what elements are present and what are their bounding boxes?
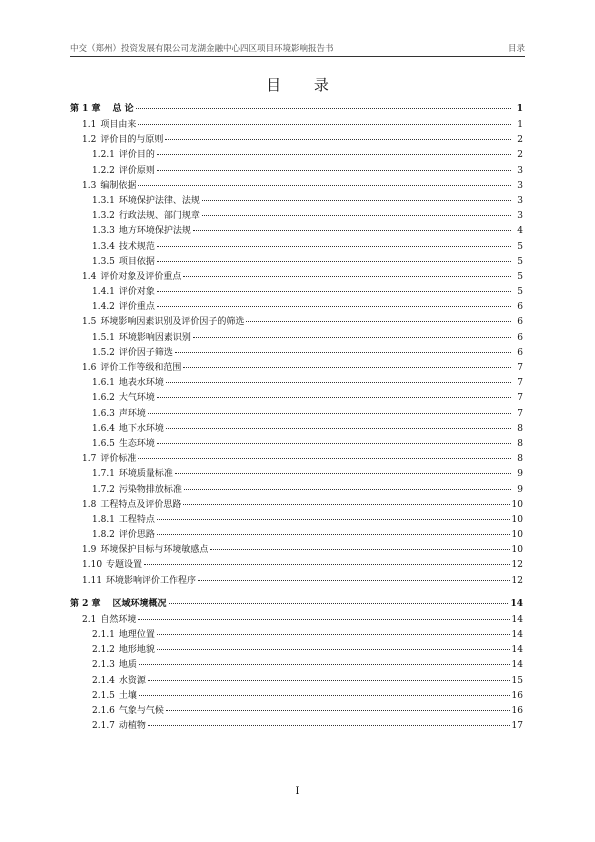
toc-entry-title: 自然环境 (100, 614, 137, 625)
dot-leader (148, 717, 510, 726)
toc-entry-page: 9 (517, 469, 523, 480)
header-divider (70, 56, 525, 57)
toc-entry-number: 2.1 (82, 614, 97, 625)
toc-entry-page: 3 (517, 211, 523, 222)
toc-entry-title: 地表水环境 (118, 378, 164, 389)
toc-entry-page: 14 (511, 614, 523, 625)
dot-leader (193, 222, 511, 231)
toc-entry-title: 技术规范 (118, 241, 155, 252)
dot-leader (148, 672, 510, 681)
toc-entry-number: 1.4.1 (92, 287, 115, 298)
toc-entry-page: 10 (511, 499, 523, 510)
toc-entry-title: 动植物 (118, 721, 146, 732)
toc-entry-title: 环境影响因素识别及评价因子的筛选 (100, 317, 245, 328)
dot-leader (138, 116, 511, 125)
toc-entry-title: 环境影响因素识别 (118, 332, 191, 343)
toc-entry-number: 1.6 (82, 363, 97, 373)
toc-entry-number: 1.5.2 (92, 347, 115, 358)
dot-leader (210, 541, 509, 550)
dot-leader (183, 268, 511, 277)
toc-entry-number: 1.4 (82, 271, 97, 282)
toc-entry-page: 17 (511, 721, 523, 732)
toc-entry-page: 6 (517, 302, 523, 313)
toc-entry-number: 1.6.4 (92, 423, 115, 434)
dot-leader (183, 496, 509, 505)
toc-entry-number: 1.9 (82, 545, 97, 556)
toc-entry-page: 5 (517, 271, 523, 282)
toc-entry-title: 编制依据 (100, 180, 137, 191)
dot-leader (157, 511, 510, 520)
toc-entry-title: 污染物排放标准 (118, 484, 182, 495)
toc-entry-number: 1.7 (82, 454, 97, 465)
toc-entry-page: 5 (517, 256, 523, 267)
toc-entry-number: 1.6.5 (92, 438, 115, 449)
toc-entry-title: 地形地貌 (118, 645, 155, 656)
toc-entry-number: 1.6.1 (92, 378, 115, 389)
toc-entry-number: 1.3.2 (92, 211, 115, 222)
toc-title-char: 录 (313, 76, 329, 94)
toc-entry-page: 12 (511, 575, 523, 586)
toc-entry-number: 1.6.3 (92, 408, 115, 419)
toc-entry-number: 1.11 (82, 575, 103, 586)
toc-entry-title: 评价工作等级和范围 (100, 363, 182, 373)
toc-entry-number: 1.7.1 (92, 469, 115, 480)
toc-entry-number: 2.1.1 (92, 630, 115, 640)
toc-entry-page: 1 (517, 120, 523, 130)
toc-entry-number: 2.1.4 (92, 675, 115, 686)
toc-entry-page: 7 (517, 363, 523, 373)
toc-entry-number: 1.8.1 (92, 514, 115, 525)
dot-leader (166, 420, 511, 429)
toc-entry-title: 土壤 (118, 690, 137, 701)
page-number: I (295, 786, 300, 797)
toc-entry-number: 2.1.6 (92, 705, 115, 716)
toc-entry-page: 6 (517, 332, 523, 343)
toc-entry-page: 7 (517, 408, 523, 419)
dot-leader (157, 641, 510, 650)
toc-entry-title: 地方环境保护法规 (118, 226, 191, 237)
toc-entry[interactable] (70, 574, 523, 589)
toc-entry-number: 1.2.1 (92, 150, 115, 161)
toc-entry-number: 1.8.2 (92, 530, 115, 541)
toc-entry-title: 评价因子筛选 (118, 347, 173, 358)
toc-entry-page: 15 (511, 675, 523, 686)
dot-leader (157, 238, 511, 247)
toc-entry-title: 环境影响评价工作程序 (106, 575, 197, 586)
toc-entry-title: 地理位置 (118, 630, 155, 640)
dot-leader (157, 146, 511, 155)
dot-leader (157, 626, 510, 635)
toc-entry-number: 第 2 章 (70, 598, 101, 609)
dot-leader (144, 556, 509, 565)
toc-entry-page: 1 (516, 104, 523, 114)
toc-entry-title: 声环境 (118, 408, 146, 419)
toc-entry-page: 7 (517, 378, 523, 389)
dot-leader (157, 526, 510, 535)
toc-entry-page: 12 (511, 560, 523, 571)
dot-leader (193, 329, 511, 338)
toc-entry-number: 1.2.2 (92, 165, 115, 176)
toc-entry-number: 1.2 (82, 135, 97, 146)
toc-entry-page: 3 (517, 180, 523, 191)
toc-title-char: 目 (266, 76, 282, 94)
toc-entry-title: 环境保护法律、法规 (118, 195, 200, 206)
dot-leader (148, 405, 511, 414)
toc-entry-page: 16 (511, 705, 523, 716)
toc-entry-number: 1.3 (82, 180, 97, 191)
toc-entry-page: 2 (517, 135, 523, 146)
dot-leader (166, 702, 510, 711)
toc-entry-title: 区域环境概况 (112, 598, 167, 609)
toc-entry-number: 1.4.2 (92, 302, 115, 313)
dot-leader (157, 389, 511, 398)
toc-entry-title: 评价目的 (118, 150, 155, 161)
toc-entry-number: 1.8 (82, 499, 97, 510)
toc-entry-title: 评价目的与原则 (100, 135, 164, 146)
toc-entry-title: 评价重点 (118, 302, 155, 313)
toc-entry-page: 8 (517, 438, 523, 449)
dot-leader (198, 572, 509, 581)
dot-leader (139, 656, 510, 665)
toc-entry-title: 项目由来 (100, 120, 137, 130)
toc-entry-number: 2.1.5 (92, 690, 115, 701)
dot-leader (169, 595, 509, 604)
toc-entry-page: 2 (517, 150, 523, 161)
toc-entry-title: 环境保护目标与环境敏感点 (100, 545, 209, 556)
dot-leader (202, 207, 511, 216)
dot-leader (157, 162, 511, 171)
toc-entry-number: 1.3.4 (92, 241, 115, 252)
dot-leader (136, 100, 511, 109)
table-of-contents (70, 100, 523, 734)
toc-entry-page: 8 (517, 423, 523, 434)
dot-leader (165, 131, 511, 140)
dot-leader (166, 374, 511, 383)
dot-leader (157, 435, 511, 444)
toc-entry-title: 评价思路 (118, 530, 155, 541)
toc-entry-number: 1.6.2 (92, 393, 115, 404)
toc-entry-number: 2.1.2 (92, 645, 115, 656)
running-header (70, 42, 525, 54)
dot-leader (157, 298, 511, 307)
toc-entry-title: 评价对象 (118, 287, 155, 298)
toc-entry-page: 14 (511, 630, 523, 640)
header-section-label: 目录 (507, 44, 525, 54)
toc-entry-title: 总 论 (112, 104, 134, 114)
toc-entry-number: 1.1 (82, 120, 97, 130)
dot-leader (246, 313, 511, 322)
toc-entry-number: 1.5 (82, 317, 97, 328)
dot-leader (138, 611, 509, 620)
toc-entry-number: 1.10 (82, 560, 103, 571)
toc-entry-title: 工程特点 (118, 514, 155, 525)
toc-entry-number: 1.5.1 (92, 332, 115, 343)
toc-entry-page: 4 (517, 226, 523, 237)
header-document-title: 中交（郑州）投资发展有限公司龙湖金融中心四区项目环境影响报告书 (70, 44, 334, 54)
toc-entry-page: 14 (510, 598, 523, 609)
toc-entry-page: 6 (517, 347, 523, 358)
toc-entry-number: 1.3.1 (92, 195, 115, 206)
toc-entry-page: 14 (511, 660, 523, 671)
dot-leader (202, 192, 511, 201)
toc-entry-number: 2.1.7 (92, 721, 115, 732)
toc-entry-number: 1.3.5 (92, 256, 115, 267)
toc-entry-title: 环境质量标准 (118, 469, 173, 480)
dot-leader (175, 465, 511, 474)
toc-entry-page: 5 (517, 287, 523, 298)
toc-entry-page: 10 (511, 514, 523, 525)
dot-leader (175, 344, 511, 353)
toc-entry-title: 行政法规、部门规章 (118, 211, 200, 222)
toc-entry-page: 10 (511, 530, 523, 541)
toc-entry-number: 1.7.2 (92, 484, 115, 495)
dot-leader (139, 687, 510, 696)
dot-leader (184, 481, 511, 490)
toc-entry-title: 评价对象及评价重点 (100, 271, 182, 282)
toc-entry-page: 16 (511, 690, 523, 701)
toc-entry-title: 专题设置 (106, 560, 143, 571)
toc-entry-page: 8 (517, 454, 523, 465)
toc-entry-page: 3 (517, 165, 523, 176)
dot-leader (157, 283, 511, 292)
toc-entry-page: 3 (517, 195, 523, 206)
toc-entry-number: 第 1 章 (70, 104, 101, 114)
toc-entry-title: 评价原则 (118, 165, 155, 176)
toc-entry-page: 10 (511, 545, 523, 556)
toc-entry[interactable] (70, 719, 523, 734)
toc-entry-page: 14 (511, 645, 523, 656)
toc-entry-title: 地下水环境 (118, 423, 164, 434)
toc-entry-title: 生态环境 (118, 438, 155, 449)
dot-leader (138, 177, 511, 186)
dot-leader (138, 450, 511, 459)
toc-entry-number: 1.3.3 (92, 226, 115, 237)
toc-entry-page: 6 (517, 317, 523, 328)
toc-entry-title: 气象与气候 (118, 705, 164, 716)
toc-entry-page: 7 (517, 393, 523, 404)
toc-entry-page: 5 (517, 241, 523, 252)
toc-entry-page: 9 (517, 484, 523, 495)
toc-entry-title: 评价标准 (100, 454, 137, 465)
toc-entry-title: 水资源 (118, 675, 146, 686)
toc-title (0, 74, 595, 95)
toc-entry-number: 2.1.3 (92, 660, 115, 671)
toc-entry-title: 地质 (118, 660, 137, 671)
toc-entry-title: 大气环境 (118, 393, 155, 404)
dot-leader (157, 253, 511, 262)
dot-leader (183, 359, 511, 368)
toc-entry-title: 项目依据 (118, 256, 155, 267)
toc-entry-title: 工程特点及评价思路 (100, 499, 182, 510)
